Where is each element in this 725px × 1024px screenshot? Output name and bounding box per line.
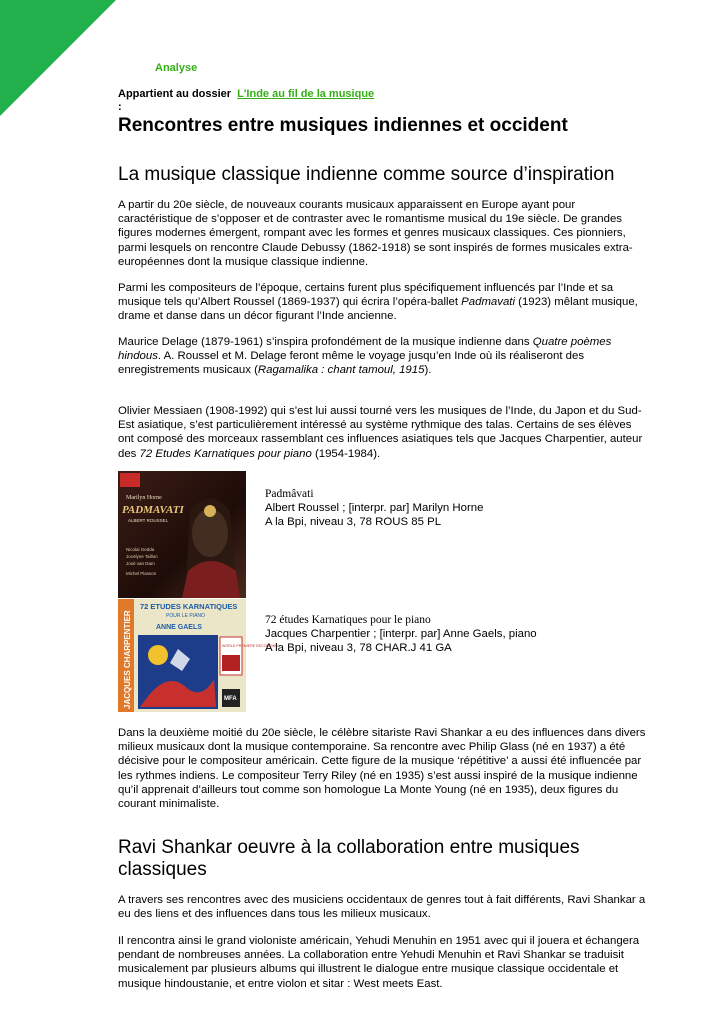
paragraph-delage: [118, 335, 648, 378]
paragraph-20e-siecle: A partir du 20e siècle, de nouveaux courants musicaux apparaissent en Europe ayant pour caractéristique de s’opposer et de contraster avec le romantisme musical du 19e siècle. De grandes figures modernes émergent, rompant avec les formes et genres musicaux classiques. Ces pionniers, parmi lesquels on rencontre Claude Debussy (1862-1918) se sont inspirés de formes musicales extra-européennes dont la musique classique indienne.: [118, 199, 633, 268]
section-heading-inspiration: La musique classique indienne comme source d’inspiration: [118, 164, 615, 185]
album-cover-padmavati[interactable]: [118, 471, 246, 598]
paragraph-delage-text-a: Maurice Delage (1879-1961) s’inspira profondément de la musique indienne dans: [118, 336, 533, 348]
paragraph-rencontres: A travers ses rencontres avec des musiciens occidentaux de genres tout à fait différents, Ravi Shankar a eu des liens et des influences dans tous les milieux musicaux.: [118, 894, 646, 921]
cover-badge: WORLD PREMIERE RECORDING: [222, 644, 279, 648]
work-72-etudes: 72 Etudes Karnatiques pour piano: [139, 447, 312, 460]
section-label: Analyse: [155, 62, 198, 74]
padmavati-cover-art: [118, 471, 246, 598]
cover-composer: ALBERT ROUSSEL: [128, 518, 169, 523]
cover-artist: Marilyn Horne: [126, 495, 162, 501]
document-location: A la Bpi, niveau 3, 78 CHAR.J 41 GA: [265, 642, 452, 655]
paragraph-roussel: [118, 281, 648, 324]
dossier-label: Appartient au dossier: [118, 88, 232, 100]
corner-triangle-decoration: [0, 0, 116, 116]
paragraph-messiaen-text-a: Olivier Messiaen (1908-1992) qui s’est lui aussi tourné vers les musiques de l’Inde, du Japon et du Sud-Est asiatique, s’est particulièrement intéressé au système rythmique des talas. Certains de ses élèves ont composé des morceaux rassemblant ces influences asiatiques tels que Jacques Charpentier, auteur des: [118, 405, 643, 460]
document-authors: Jacques Charpentier ; [interpr. par] Anne Gaels, piano: [265, 628, 537, 641]
cover-credit-2: Jocelyne Taillon: [126, 554, 158, 559]
work-quatre-poemes: Quatre poèmes hindous: [118, 336, 612, 363]
paragraph-delage-text-b: . A. Roussel et M. Delage feront même le voyage jusqu’en Inde où ils réaliseront des enregistrements musicaux (: [118, 350, 585, 377]
dossier-link[interactable]: L'Inde au fil de la musique: [237, 88, 375, 100]
work-ragamalika: Ragamalika : chant tamoul, 1915: [257, 364, 425, 377]
cover-performer: ANNE GAELS: [156, 624, 202, 631]
paragraph-roussel-text-b: (1923) mêlant musique, drame et danse dans un décor figurant l’Inde ancienne.: [118, 296, 638, 323]
paragraph-menuhin: Il rencontra ainsi le grand violoniste américain, Yehudi Menuhin en 1951 avec qui il jouera et échangera pendant de nombreuses années. La collaboration entre Yehudi Menuhin et Ravi Shankar se traduisit musicalement par plusieurs albums qui illustrent le dialogue entre musique classique occidentale et musique hindoustanie, et entre violon et sitar : West meets East.: [118, 935, 640, 990]
cover-credit-3: José van Dam: [126, 561, 155, 566]
etudes-cover-art: [118, 599, 279, 712]
document-title[interactable]: Padmâvati: [265, 488, 314, 500]
document-padmavati: [265, 487, 483, 530]
album-cover-72-etudes[interactable]: [118, 599, 279, 712]
work-padmavati: Padmavati: [461, 296, 515, 309]
dossier-colon: :: [118, 101, 122, 113]
document-72-etudes: [265, 613, 537, 656]
paragraph-messiaen-text-b: (1954-1984).: [311, 447, 381, 460]
cover-credit-1: Nicolai Gedda: [126, 547, 155, 552]
page-title: Rencontres entre musiques indiennes et occident: [118, 115, 568, 136]
cover-credit-4: Michel Plasson: [126, 571, 157, 576]
document-location: A la Bpi, niveau 3, 78 ROUS 85 PL: [265, 516, 442, 529]
dossier-line: [118, 88, 374, 114]
label-logo: [120, 473, 140, 487]
paragraph-delage-text-c: ).: [424, 364, 432, 377]
paragraph-messiaen: [118, 404, 648, 461]
cover-label-logo: MFA: [224, 696, 237, 702]
document-authors: Albert Roussel ; [interpr. par] Marilyn Horne: [265, 502, 484, 515]
document-title[interactable]: 72 études Karnatiques pour le piano: [265, 614, 431, 626]
paragraph-ravi-shankar-influence: Dans la deuxième moitié du 20e siècle, le célèbre sitariste Ravi Shankar a eu des influences dans divers milieux musicaux dont la musique contemporaine. Sa rencontre avec Philip Glass (né en 1937) a été décisive pour le compositeur américain. Cette figure de la musique ‘répétitive’ a aussi été influencée par les rythmes indiens. Le compositeur Terry Riley (né en 1935) s’est aussi inspiré de la musique indienne qu’il apprenait d’ailleurs tout comme son homologue La Monte Young (né en 1935), deux figures du courant minimaliste.: [118, 727, 646, 811]
cover-title: PADMAVATI: [122, 504, 184, 516]
cover-spine-composer: JACQUES CHARPENTIER: [123, 610, 132, 709]
cover-subtitle: POUR LE PIANO: [166, 613, 205, 619]
cover-title: 72 ETUDES KARNATIQUES: [140, 602, 238, 611]
paragraph-roussel-text-a: Parmi les compositeurs de l’époque, certains furent plus spécifiquement influencés par l’Inde et sa musique tels qu’Albert Roussel (1869-1937) qui écrira l’opéra-ballet: [118, 282, 614, 309]
section-heading-collaboration: Ravi Shankar oeuvre à la collaboration entre musiques classiques: [118, 837, 580, 880]
